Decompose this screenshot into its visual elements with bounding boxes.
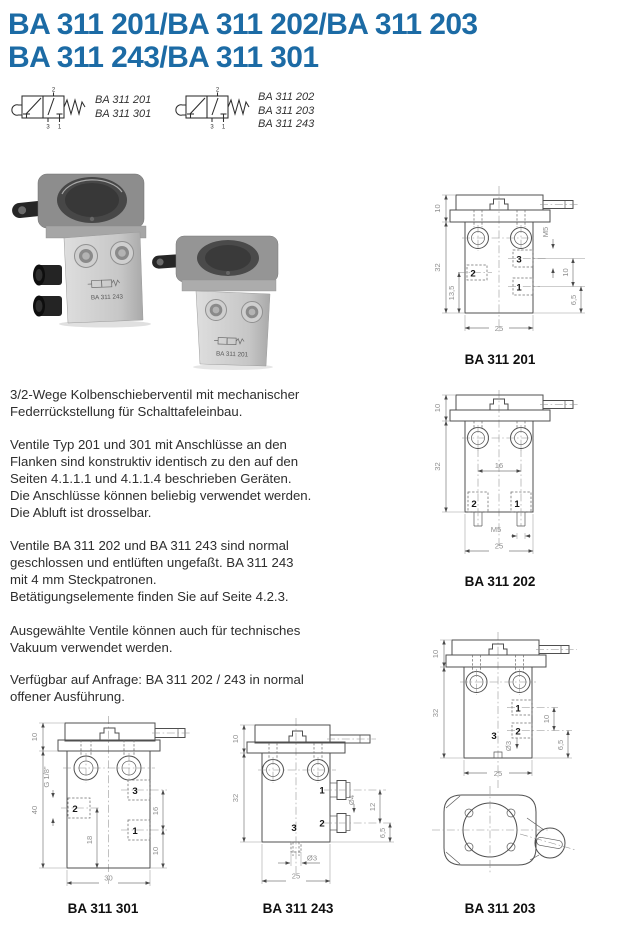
port-number: 1 [319, 785, 325, 797]
dim-label: 32 [231, 793, 240, 803]
product-photo-ba311201 [152, 228, 294, 370]
port-3-label: 3 [46, 124, 50, 131]
push-in-fittings [324, 781, 394, 833]
page-title-line2: BA 311 243/BA 311 301 [8, 41, 319, 74]
product-photo-ba311243 [8, 168, 153, 328]
flange-opening-inner [205, 245, 251, 271]
port-number: 2 [470, 268, 476, 280]
valve-schematic-right [172, 88, 256, 140]
drawing-caption: BA 311 201 [464, 352, 536, 367]
paragraph-2 [10, 436, 311, 521]
valve-schematic-left [8, 88, 92, 140]
port-number: 1 [516, 282, 522, 294]
text-line: Federrückstellung für Schalttafeleinbau. [10, 404, 243, 419]
text-line: offener Ausführung. [10, 689, 125, 704]
dim-label: 6,5 [556, 739, 565, 751]
dim-label: 10 [30, 732, 39, 742]
body-port [206, 300, 227, 321]
text-line: Die Anschlüsse können beliebig verwendet werden. [10, 488, 312, 503]
flange-outline [450, 395, 578, 421]
flange-outline [446, 640, 577, 667]
text-line: Ventile BA 311 202 und BA 311 243 sind normal [10, 538, 289, 553]
hidden-ports [468, 492, 531, 526]
port-number: 3 [491, 731, 497, 742]
push-in-fitting [33, 265, 62, 286]
text-line: mit 4 mm Steckpatronen. [10, 572, 157, 587]
dim-label: G 1/8" [42, 766, 51, 788]
text-line: Verfügbar auf Anfrage: BA 311 202 / 243 in normal [10, 672, 304, 687]
text-line: geschlossen und entlüften ungefaßt. BA 311 243 [10, 555, 294, 570]
page-title-line1: BA 311 201/BA 311 202/BA 311 203 [8, 8, 478, 41]
dim-label: 10 [433, 204, 442, 213]
port-number: 1 [515, 703, 521, 715]
paragraph-6 [10, 671, 304, 705]
dim-label: 16 [494, 461, 504, 470]
flange-outline [247, 725, 376, 753]
dim-label: 25 [493, 768, 503, 778]
schematic-label: BA 311 202 [258, 91, 315, 103]
text-line: Ventile Typ 201 und 301 mit Anschlüsse an den [10, 437, 287, 452]
dim-label: 12 [368, 802, 377, 812]
drawing-caption: BA 311 202 [464, 574, 536, 589]
screw [90, 217, 94, 221]
flange-opening-inner [65, 183, 119, 217]
drawing-ba311243 [228, 712, 420, 898]
flange-outline [58, 723, 191, 751]
drawing-ba311202 [428, 386, 617, 572]
port-number: 2 [515, 726, 521, 738]
port-number: 1 [514, 499, 520, 510]
port-number: 2 [471, 499, 477, 510]
page-title [8, 8, 478, 74]
text-line: Ausgewählte Ventile können auch für technisches [10, 623, 301, 638]
drawing-caption: BA 311 301 [67, 901, 139, 916]
dim-label: 18 [85, 835, 94, 845]
schematic-label: BA 311 301 [95, 107, 152, 120]
port-1-label: 1 [221, 124, 226, 131]
dim-label: 40 [30, 805, 39, 815]
screw [226, 271, 230, 275]
text-line: Vakuum verwendet werden. [10, 640, 173, 655]
photo-engraving-label: BA 311 243 [90, 293, 124, 302]
dimensions [442, 395, 533, 554]
port-3-label: 3 [210, 124, 214, 131]
dim-label: 6,5 [569, 294, 578, 306]
port-2-label: 2 [215, 87, 220, 94]
body-port [75, 245, 98, 268]
port-number: 2 [319, 818, 325, 830]
paragraph-5 [10, 622, 300, 656]
port-number: 1 [132, 826, 138, 837]
dim-label: 25 [494, 323, 504, 333]
dim-label: M5 [541, 226, 550, 238]
dim-label: 32 [431, 708, 440, 718]
flange-lip [182, 280, 276, 291]
dim-label: 13,5 [447, 285, 456, 301]
dim-label: 10 [561, 268, 570, 277]
dim-label: 6,5 [378, 827, 387, 839]
dim-label: M5 [490, 525, 502, 534]
dim-label: Ø3 [504, 740, 513, 752]
flange-bottom-view [432, 786, 576, 874]
text-line: Flanken sind konstruktiv identisch zu den auf den [10, 454, 299, 469]
dimensions [442, 195, 585, 331]
dim-label: Ø3 [306, 853, 318, 863]
port-number: 3 [291, 823, 297, 834]
schematic-label: BA 311 203 [258, 104, 315, 117]
body-port [111, 242, 134, 265]
dim-label: 25 [494, 541, 504, 551]
port-number: 3 [132, 786, 138, 797]
dim-label: 10 [433, 403, 442, 413]
port-bores [258, 743, 336, 783]
dimensions [440, 640, 572, 776]
dim-label: 25 [291, 871, 301, 881]
dim-label: 30 [104, 873, 113, 883]
schematic-label: BA 311 243 [258, 118, 315, 130]
port-bores [460, 655, 536, 695]
dim-label: Ø4 [347, 794, 356, 806]
dim-label: 10 [151, 846, 160, 856]
port-2-label: 2 [51, 87, 56, 94]
port-1-label: 1 [57, 124, 62, 131]
drawing-caption: BA 311 243 [262, 901, 334, 916]
dim-label: 10 [231, 734, 240, 744]
photo-engraving-label: BA 311 201 [215, 350, 249, 359]
schematic-left-labels [95, 94, 151, 121]
schematic-label: BA 311 201 [95, 94, 152, 106]
drawing-caption: BA 311 203 [464, 901, 536, 916]
dim-label: 10 [542, 714, 551, 724]
port-bores [63, 740, 155, 783]
text-line: 3/2-Wege Kolbenschieberventil mit mechanischer [10, 387, 300, 402]
text-line: Betätigungselemente finden Sie auf Seite 4.2.3. [10, 589, 289, 604]
text-line: Die Abluft ist drosselbar. [10, 505, 152, 520]
paragraph-4 [10, 588, 289, 605]
text-line: Seiten 4.1.1.1 und 4.1.1.4 beschrieben Geräten. [10, 471, 292, 486]
schematic-right-labels [258, 91, 314, 132]
port-number: 3 [516, 254, 522, 266]
push-in-fitting [33, 296, 62, 317]
port-number: 2 [72, 804, 78, 815]
schematic-symbol [12, 93, 85, 123]
dim-label: 32 [433, 462, 442, 471]
drawing-ba311301 [15, 712, 227, 898]
drawing-ba311201 [428, 180, 617, 348]
paragraph-1 [10, 386, 299, 420]
body-port [242, 302, 263, 323]
dim-label: 16 [151, 806, 160, 816]
schematic-symbol [176, 93, 249, 123]
dim-label: 10 [431, 649, 440, 659]
flange-outline [450, 195, 578, 222]
dim-label: 32 [433, 263, 442, 272]
paragraph-3 [10, 537, 294, 588]
drawing-ba311203 [424, 628, 616, 898]
